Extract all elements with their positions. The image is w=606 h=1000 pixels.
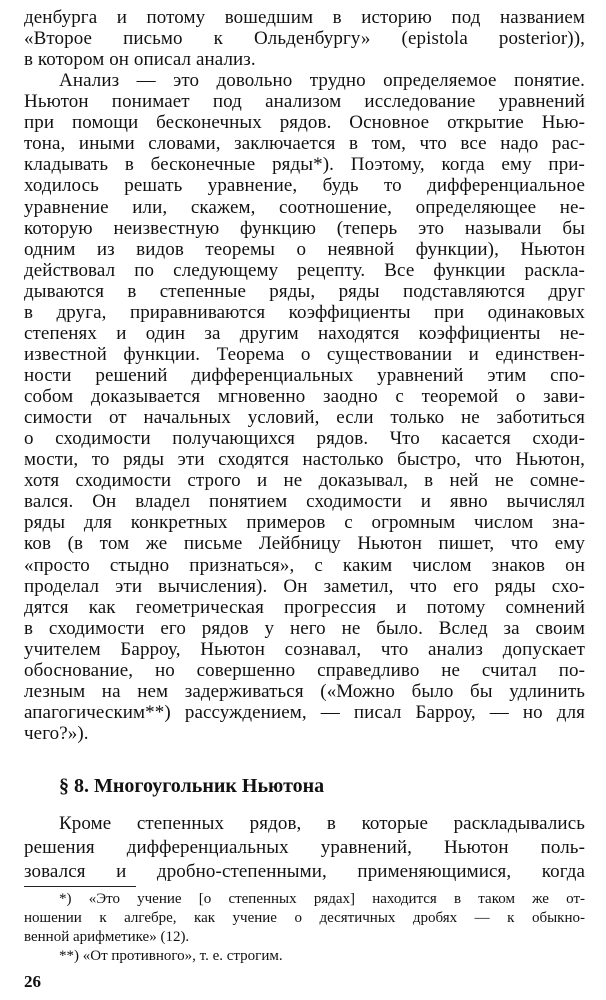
text-line: о сходимости получающихся рядов. Что касается сходи-: [24, 428, 585, 449]
text-line: одним из видов теоремы о неявной функции), Ньютон: [24, 239, 585, 260]
text-line: симости от начальных условий, если только не заботиться: [24, 407, 585, 428]
page-number: 26: [24, 972, 41, 991]
text-line: вался. Он владел понятием сходимости и явно вычислял: [24, 491, 585, 512]
text-line: мости, то ряды эти сходятся настолько быстро, что Ньютон,: [24, 449, 585, 470]
footnote-line: венной арифметике» (12).: [24, 929, 190, 945]
text-line: проделал эти вычисления). Он заметил, что его ряды схо-: [24, 576, 585, 597]
text-line: хотя сходимости строго и не доказывал, в ней не сомне-: [24, 470, 585, 491]
text-line: Анализ — это довольно трудно определяемое понятие.: [59, 70, 585, 91]
text-line: Кроме степенных рядов, в которые раскладывались: [59, 813, 585, 834]
text-line: ходилось решать уравнение, будь то дифференциальное: [24, 175, 585, 196]
text-line: в сходимости его рядов у него не было. Вслед за своим: [24, 618, 585, 639]
text-line: в друга, приравниваются коэффициенты при одинаковых: [24, 302, 585, 323]
text-line: уравнение или, скажем, соотношение, определяющее не-: [24, 197, 585, 218]
text-line: ков (в том же письме Лейбницу Ньютон пишет, что ему: [24, 533, 585, 554]
text-line: в котором он описал анализ.: [24, 49, 256, 70]
section-heading: § 8. Многоугольник Ньютона: [59, 775, 325, 797]
text-line: ности решений дифференциальных уравнений этим спо-: [24, 365, 585, 386]
text-line: апагогическим**) рассуждением, — писал Барроу, — но для: [24, 702, 585, 723]
text-line: обоснование, но совершенно справедливо не считал по-: [24, 660, 585, 681]
text-line: кладывать в бесконечные ряды*). Поэтому, когда ему при-: [24, 154, 585, 175]
text-line: при помощи бесконечных рядов. Основное открытие Нью-: [24, 112, 585, 133]
text-line: «Второе письмо к Ольденбургу» (epistola posterior)),: [24, 28, 585, 49]
text-line: лезным на нем задерживаться («Можно было бы удлинить: [24, 681, 585, 702]
text-line: Ньютон понимает под анализом исследование уравнений: [24, 91, 585, 112]
text-line: тона, иными словами, заключается в том, что все надо рас-: [24, 133, 585, 154]
text-line: учителем Барроу, Ньютон сознавал, что анализ допускает: [24, 639, 585, 660]
text-line: зовался и дробно-степенными, применяющимися, когда: [24, 861, 585, 882]
text-line: известной функции. Теорема о существовании и единствен-: [24, 344, 585, 365]
footnote-line: **) «От противного», т. е. строгим.: [59, 948, 283, 964]
text-line: ряды для конкретных примеров с огромным числом зна-: [24, 512, 585, 533]
text-line: действовал по следующему рецепту. Все функции раскла-: [24, 260, 585, 281]
text-line: дываются в степенные ряды, ряды подставляются друг: [24, 281, 585, 302]
text-line: решения дифференциальных уравнений, Ньютон поль-: [24, 837, 585, 858]
footnote-line: ношении к алгебре, как учение о десятичных дробях — к обыкно-: [24, 910, 585, 926]
text-line: «просто стыдно признаться», с каким числом знаков он: [24, 555, 585, 576]
text-line: денбурга и потому вошедшим в историю под названием: [24, 7, 585, 28]
footnote-rule: [24, 886, 136, 887]
text-line: которую неизвестную функцию (теперь это называли бы: [24, 218, 585, 239]
text-line: степенях и один за другим находятся коэффициенты не-: [24, 323, 585, 344]
footnote-line: *) «Это учение [о степенных рядах] находится в таком же от-: [59, 891, 585, 907]
text-line: собом доказывается мгновенно заодно с теоремой о зави-: [24, 386, 585, 407]
text-line: чего?»).: [24, 723, 89, 744]
text-line: дятся как геометрическая прогрессия и потому сомнений: [24, 597, 585, 618]
